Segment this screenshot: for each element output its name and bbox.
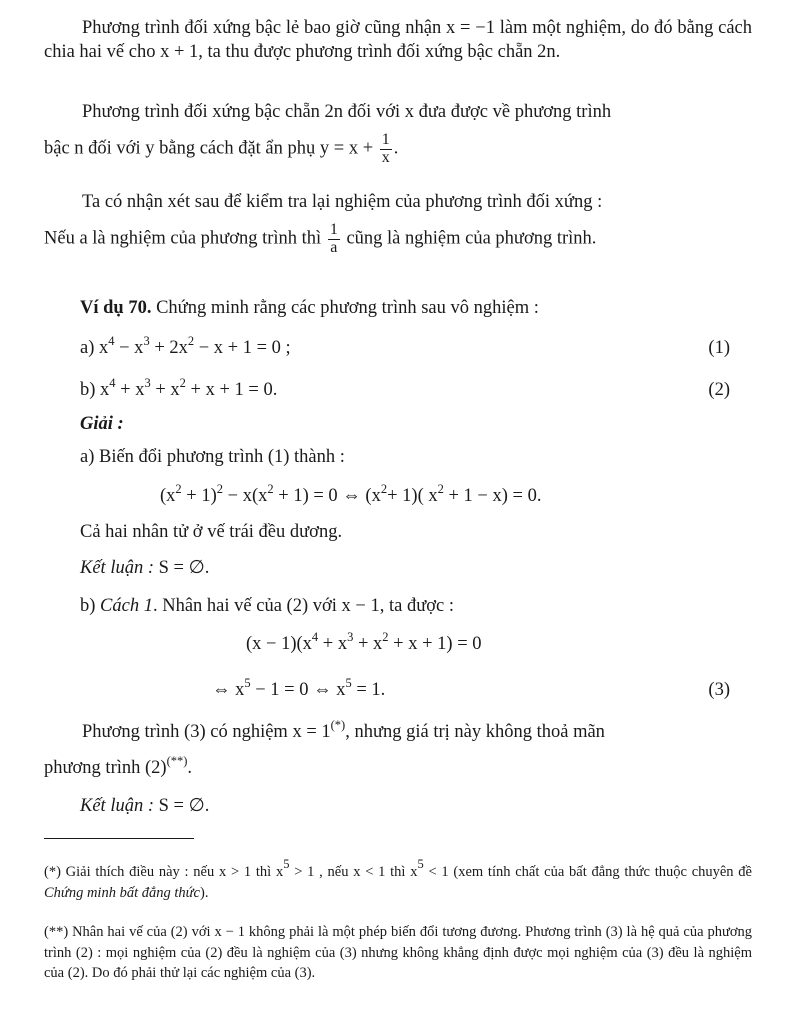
empty-set: S = ∅. bbox=[158, 558, 210, 578]
remark-text: Nếu a là nghiệm của phương trình thì bbox=[44, 228, 322, 249]
paragraph-odd-degree: Phương trình đối xứng bậc lẻ bao giờ cũng nhận x = −1 làm một nghiệm, do đó bằng cách chia hai vế cho x + 1, ta thu được phương trình đối xứng bậc chẵn 2n. bbox=[44, 18, 752, 63]
equation-multiplied: $(x - 1)(x^4 + x^3 + x^2 + x + 1) = 0$ bbox=[246, 630, 482, 654]
paragraph-eq3-line2: phương trình (2)(**). bbox=[44, 754, 193, 778]
paragraph-eq3-line1: Phương trình (3) có nghiệm x = 1(*), nhưng giá trị này không thoả mãn bbox=[82, 718, 605, 742]
empty-set: S = ∅. bbox=[158, 796, 210, 816]
equation-number: (1) bbox=[708, 338, 730, 358]
footnote-1: (*) Giải thích điều này : nếu x > 1 thì $x^5 > 1$ , nếu x < 1 thì $x^5 < 1$ (xem tính chất của bất đẳng thức thuộc chuyên đề Chứng minh bất đẳng thức). bbox=[44, 857, 752, 901]
fraction-denominator: a bbox=[330, 238, 338, 256]
conclusion-label: Kết luận : bbox=[80, 796, 154, 816]
fraction-1-over-a bbox=[328, 222, 340, 257]
referenced-topic: Chứng minh bất đẳng thức bbox=[44, 884, 200, 901]
method-label: Cách 1 bbox=[100, 596, 153, 616]
equation-2: b) $x^4 + x^3 + x^2 + x + 1 = 0$. bbox=[80, 376, 278, 400]
paragraph-even-degree-line1: Phương trình đối xứng bậc chẵn 2n đối với x đưa được về phương trình bbox=[82, 102, 612, 122]
fraction-numerator: 1 bbox=[329, 221, 338, 238]
equation-number: (3) bbox=[708, 680, 730, 700]
equation-2-row bbox=[80, 378, 730, 404]
equation-3: ⇔ $x^5 - 1 = 0$ ⇔ $x^5 = 1$. bbox=[212, 676, 386, 700]
example-heading bbox=[80, 296, 752, 320]
footnote-ref-1: (*) bbox=[330, 718, 346, 732]
equation-1: a) $x^4 - x^3 + 2x^2 - x + 1 = 0$ ; bbox=[80, 334, 291, 358]
remark-text-end: cũng là nghiệm của phương trình. bbox=[346, 228, 597, 249]
both-factors-positive: Cả hai nhân tử ở vế trái đều dương. bbox=[80, 522, 343, 542]
example-title: Ví dụ 70. bbox=[80, 298, 152, 318]
equation-number: (2) bbox=[708, 380, 730, 400]
conclusion-a bbox=[80, 556, 788, 580]
substitution-text: bậc n đối với y bằng cách đặt ẩn phụ y = x + bbox=[44, 138, 374, 159]
item-label: a) bbox=[80, 338, 95, 358]
fraction-numerator: 1 bbox=[381, 131, 390, 148]
conclusion-b bbox=[80, 794, 788, 818]
solution-label: Giải : bbox=[80, 414, 124, 434]
fraction-1-over-x bbox=[380, 132, 392, 167]
paragraph-remark-line2 bbox=[44, 222, 752, 257]
example-text: Chứng minh rằng các phương trình sau vô nghiệm : bbox=[156, 298, 539, 318]
paragraph-even-degree-line2 bbox=[44, 132, 752, 167]
fraction-denominator: x bbox=[381, 148, 390, 166]
paragraph-remark-line1: Ta có nhận xét sau để kiểm tra lại nghiệm của phương trình đối xứng : bbox=[82, 192, 603, 212]
footnote-2: (**) Nhân hai vế của (2) với x − 1 không phải là một phép biến đổi tương đương. Phương trình (3) là hệ quả của phương trình (2) : mọi nghiệm của (2) đều là nghiệm của (3) nhưng không khẳng định được mọi nghiệm của (3) đều là nghiệm của (2). Do đó phải thử lại các nghiệm của (3). bbox=[44, 924, 752, 982]
conclusion-label: Kết luận : bbox=[80, 558, 154, 578]
equation-transformed: $(x^2 + 1)^2 - x(x^2 + 1) = 0$ ⇔ $(x^2+ 1)$( $x^2 + 1 - x) = 0$. bbox=[160, 482, 542, 506]
part-b-intro: b) Cách 1. Nhân hai vế của (2) với x − 1, ta được : bbox=[80, 596, 454, 616]
footnote-divider bbox=[44, 838, 194, 839]
footnote-ref-2: (**) bbox=[166, 754, 188, 768]
equation-3-row bbox=[80, 678, 730, 704]
period: . bbox=[393, 138, 399, 159]
equation-1-row bbox=[80, 336, 730, 362]
part-a-intro: a) Biến đổi phương trình (1) thành : bbox=[80, 447, 345, 467]
item-label: b) bbox=[80, 380, 96, 400]
